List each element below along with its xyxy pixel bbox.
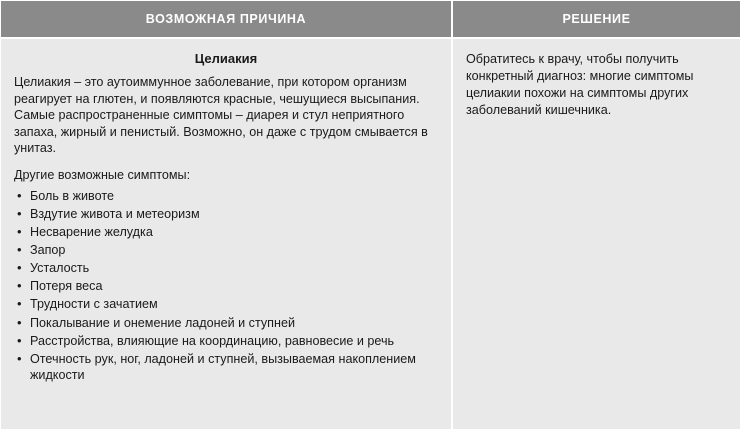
column-header-solution: РЕШЕНИЕ (452, 0, 741, 38)
list-item: • Расстройства, влияющие на координацию, равновесие и речь (14, 333, 438, 350)
list-item: • Трудности с зачатием (14, 296, 438, 313)
list-item: • Боль в животе (14, 188, 438, 205)
list-item: • Отечность рук, ног, ладоней и ступней, вызываемая накоплением жидкости (14, 351, 438, 384)
cause-title: Целиакия (194, 51, 258, 66)
table-header-row (0, 0, 741, 38)
list-item: • Покалывание и онемение ладоней и ступней (14, 315, 438, 332)
cause-paragraph-2: Самые распространенные симптомы – диарея и стул неприятного запаха, жирный и пенистый. Возможно, он даже с трудом смывается в унитаз. (14, 108, 428, 156)
list-item: • Запор (14, 242, 438, 259)
column-header-cause: ВОЗМОЖНАЯ ПРИЧИНА (0, 0, 452, 38)
cell-solution (452, 38, 741, 430)
cause-paragraph-3: Другие возможные симптомы: (14, 168, 191, 183)
list-item: • Усталость (14, 260, 438, 277)
solution-text: Обратитесь к врачу, чтобы получить конкретный диагноз: многие симптомы целиакии похожи на симптомы других заболеваний кишечника. (466, 52, 694, 117)
cause-paragraph-1: Целиакия – это аутоиммунное заболевание, при котором организм реагирует на глютен, и появляются красные, чешущиеся высыпания. (14, 75, 420, 106)
symptom-list (14, 188, 438, 384)
cell-cause (0, 38, 452, 430)
table-row (0, 38, 741, 430)
list-item: • Несварение желудка (14, 224, 438, 241)
list-item: • Потеря веса (14, 278, 438, 295)
list-item: • Вздутие живота и метеоризм (14, 206, 438, 223)
